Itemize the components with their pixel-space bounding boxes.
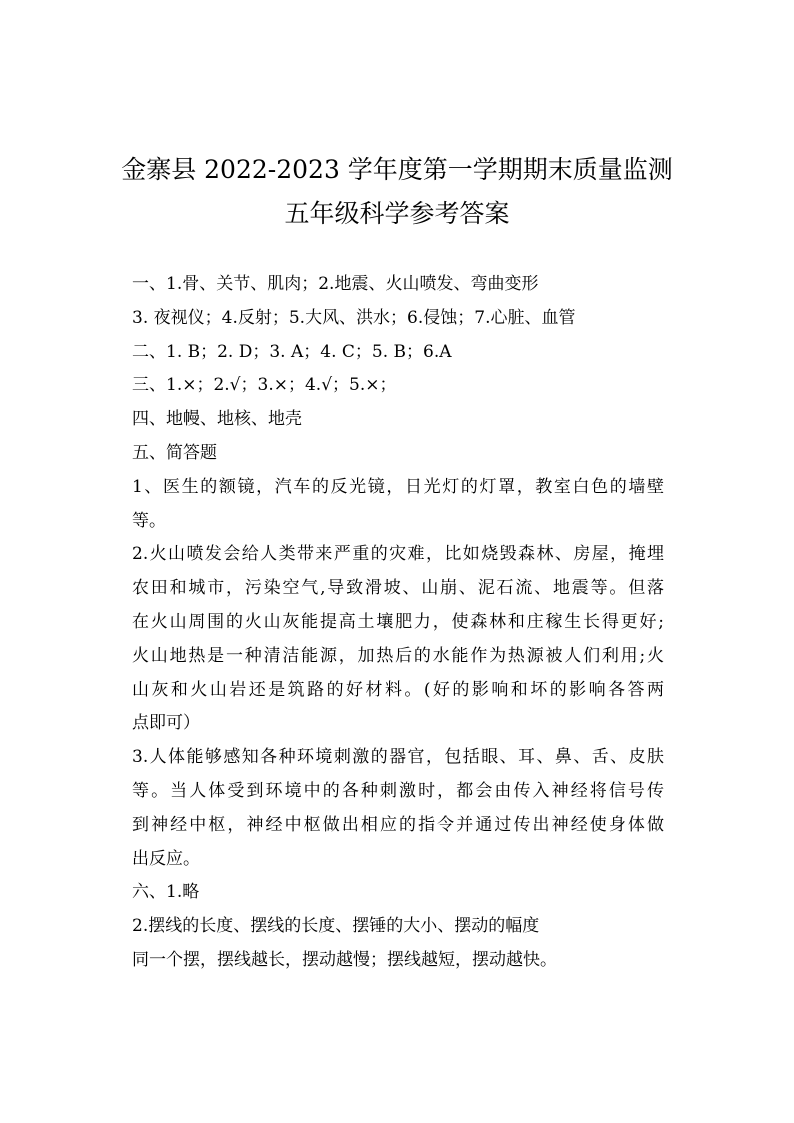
answer-line: 1、医生的额镜，汽车的反光镜，日光灯的灯罩，教室白色的墙壁: [132, 476, 664, 497]
answer-line: 3.人体能够感知各种环境刺激的器官，包括眼、耳、鼻、舌、皮肤: [132, 747, 664, 768]
answer-line: 三、1.×；2.√；3.×；4.√；5.×；: [132, 375, 397, 396]
answer-line: 同一个摆，摆线越长，摆动越慢；摆线越短，摆动越快。: [132, 949, 557, 970]
answer-line: 2.火山喷发会给人类带来严重的灾难，比如烧毁森林、房屋，掩埋: [132, 544, 664, 565]
answer-line: 火山地热是一种清洁能源，加热后的水能作为热源被人们利用;火: [132, 645, 664, 666]
document-subtitle: 五年级科学参考答案: [284, 199, 510, 228]
answer-line: 二、1. B；2. D；3. A；4. C；5. B；6.A: [132, 341, 452, 362]
answer-body: [132, 268, 664, 978]
answer-line: 2.摆线的长度、摆线的长度、摆锤的大小、摆动的幅度: [132, 916, 540, 937]
answer-line: 一、1.骨、关节、肌肉；2.地震、火山喷发、弯曲变形: [132, 274, 539, 294]
answer-line: 到神经中枢，神经中枢做出相应的指令并通过传出神经使身体做: [132, 814, 664, 835]
answer-line: 山灰和火山岩还是筑路的好材料。(好的影响和坏的影响各答两: [132, 679, 664, 700]
answer-line: 3. 夜视仪；4.反射；5.大风、洪水；6.侵蚀；7.心脏、血管: [132, 307, 576, 328]
answer-line: 等。当人体受到环境中的各种刺激时，都会由传入神经将信号传: [132, 780, 664, 801]
answer-line: 在火山周围的火山灰能提高土壤肥力，使森林和庄稼生长得更好;: [132, 611, 664, 632]
answer-line: 出反应。: [132, 848, 200, 869]
answer-line: 等。: [132, 510, 166, 531]
answer-line: 点即可）: [132, 713, 200, 734]
answer-line: 四、地幔、地核、地壳: [132, 409, 302, 430]
document-title: 金寨县 2022-2023 学年度第一学期期末质量监测: [121, 155, 673, 184]
answer-line: 农田和城市，污染空气,导致滑坡、山崩、泥石流、地震等。但落: [132, 578, 664, 599]
answer-line: 六、1.略: [132, 882, 200, 903]
section-heading: 五、简答题: [132, 442, 217, 463]
